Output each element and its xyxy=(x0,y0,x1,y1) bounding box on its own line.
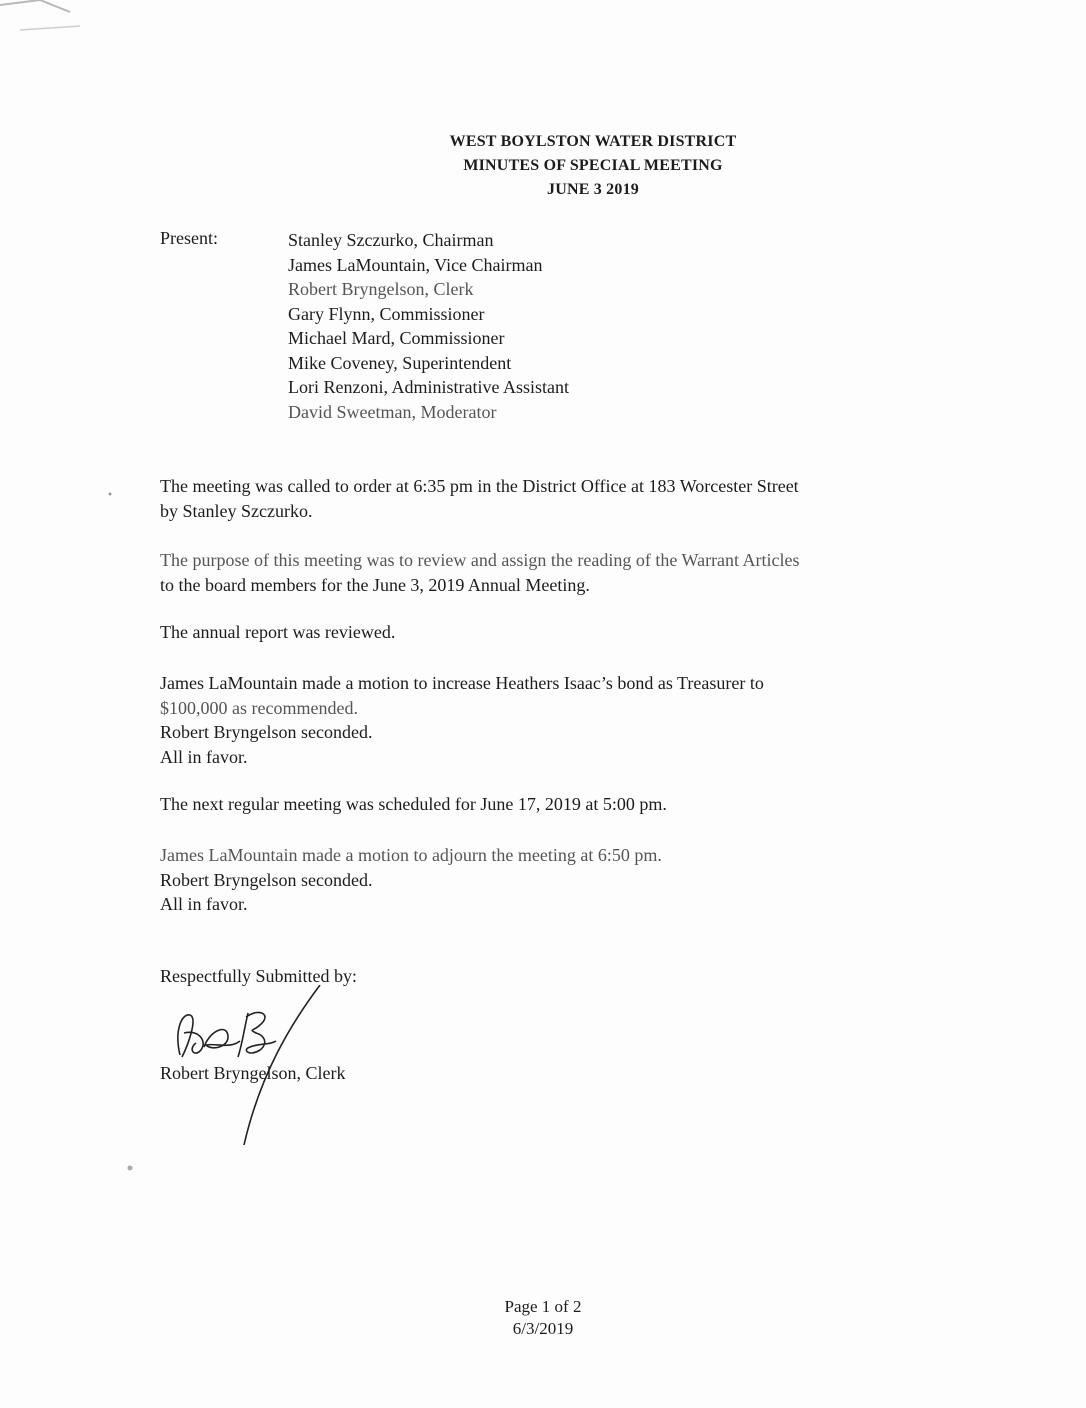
purpose-paragraph xyxy=(160,548,940,597)
paragraph-line: The purpose of this meeting was to review and assign the reading of the Warrant Articles xyxy=(160,550,800,570)
page-footer xyxy=(0,1296,1086,1340)
paragraph-line: The meeting was called to order at 6:35 pm in the District Office at 183 Worcester Street xyxy=(160,476,799,496)
attendee: Stanley Szczurko, Chairman xyxy=(288,230,494,250)
signer-name: Robert Bryngelson, Clerk xyxy=(160,1063,346,1083)
attendee: Gary Flynn, Commissioner xyxy=(288,303,485,324)
document-header xyxy=(0,130,1086,202)
attendee: Michael Mard, Commissioner xyxy=(288,328,505,348)
next-meeting-paragraph xyxy=(160,792,940,817)
paragraph-line: James LaMountain made a motion to increase Heathers Isaac’s bond as Treasurer to xyxy=(160,673,764,693)
attendee: Lori Renzoni, Administrative Assistant xyxy=(288,377,569,397)
attendee-list xyxy=(288,228,569,424)
paragraph-line: Respectfully Submitted by: xyxy=(160,966,357,986)
attendee: Robert Bryngelson, Clerk xyxy=(288,279,474,299)
adjourn-motion-paragraph xyxy=(160,843,940,917)
paragraph-line: The annual report was reviewed. xyxy=(160,622,396,642)
paragraph-line: The next regular meeting was scheduled for June 17, 2019 at 5:00 pm. xyxy=(160,794,667,814)
paragraph-line: $100,000 as recommended. xyxy=(160,697,358,718)
district-title: WEST BOYLSTON WATER DISTRICT xyxy=(449,133,737,150)
paragraph-line: by Stanley Szczurko. xyxy=(160,500,313,521)
call-to-order-paragraph xyxy=(160,474,940,523)
attendee: David Sweetman, Moderator xyxy=(288,401,497,422)
meeting-date: JUNE 3 2019 xyxy=(547,181,639,198)
paragraph-line: All in favor. xyxy=(160,894,248,914)
paragraph-line: All in favor. xyxy=(160,746,248,767)
paragraph-line: James LaMountain made a motion to adjourn the meeting at 6:50 pm. xyxy=(160,845,662,865)
attendee: James LaMountain, Vice Chairman xyxy=(288,254,543,275)
annual-report-paragraph xyxy=(160,620,940,645)
meeting-title: MINUTES OF SPECIAL MEETING xyxy=(463,157,723,174)
attendee: Mike Coveney, Superintendent xyxy=(288,352,512,373)
footer-date: 6/3/2019 xyxy=(512,1319,574,1338)
paragraph-line: to the board members for the June 3, 2019 Annual Meeting. xyxy=(160,574,590,595)
page-number: Page 1 of 2 xyxy=(504,1297,582,1316)
paragraph-line: Robert Bryngelson seconded. xyxy=(160,869,373,890)
bond-motion-paragraph xyxy=(160,671,940,769)
present-label: Present: xyxy=(160,228,218,248)
paragraph-line: Robert Bryngelson seconded. xyxy=(160,722,373,742)
